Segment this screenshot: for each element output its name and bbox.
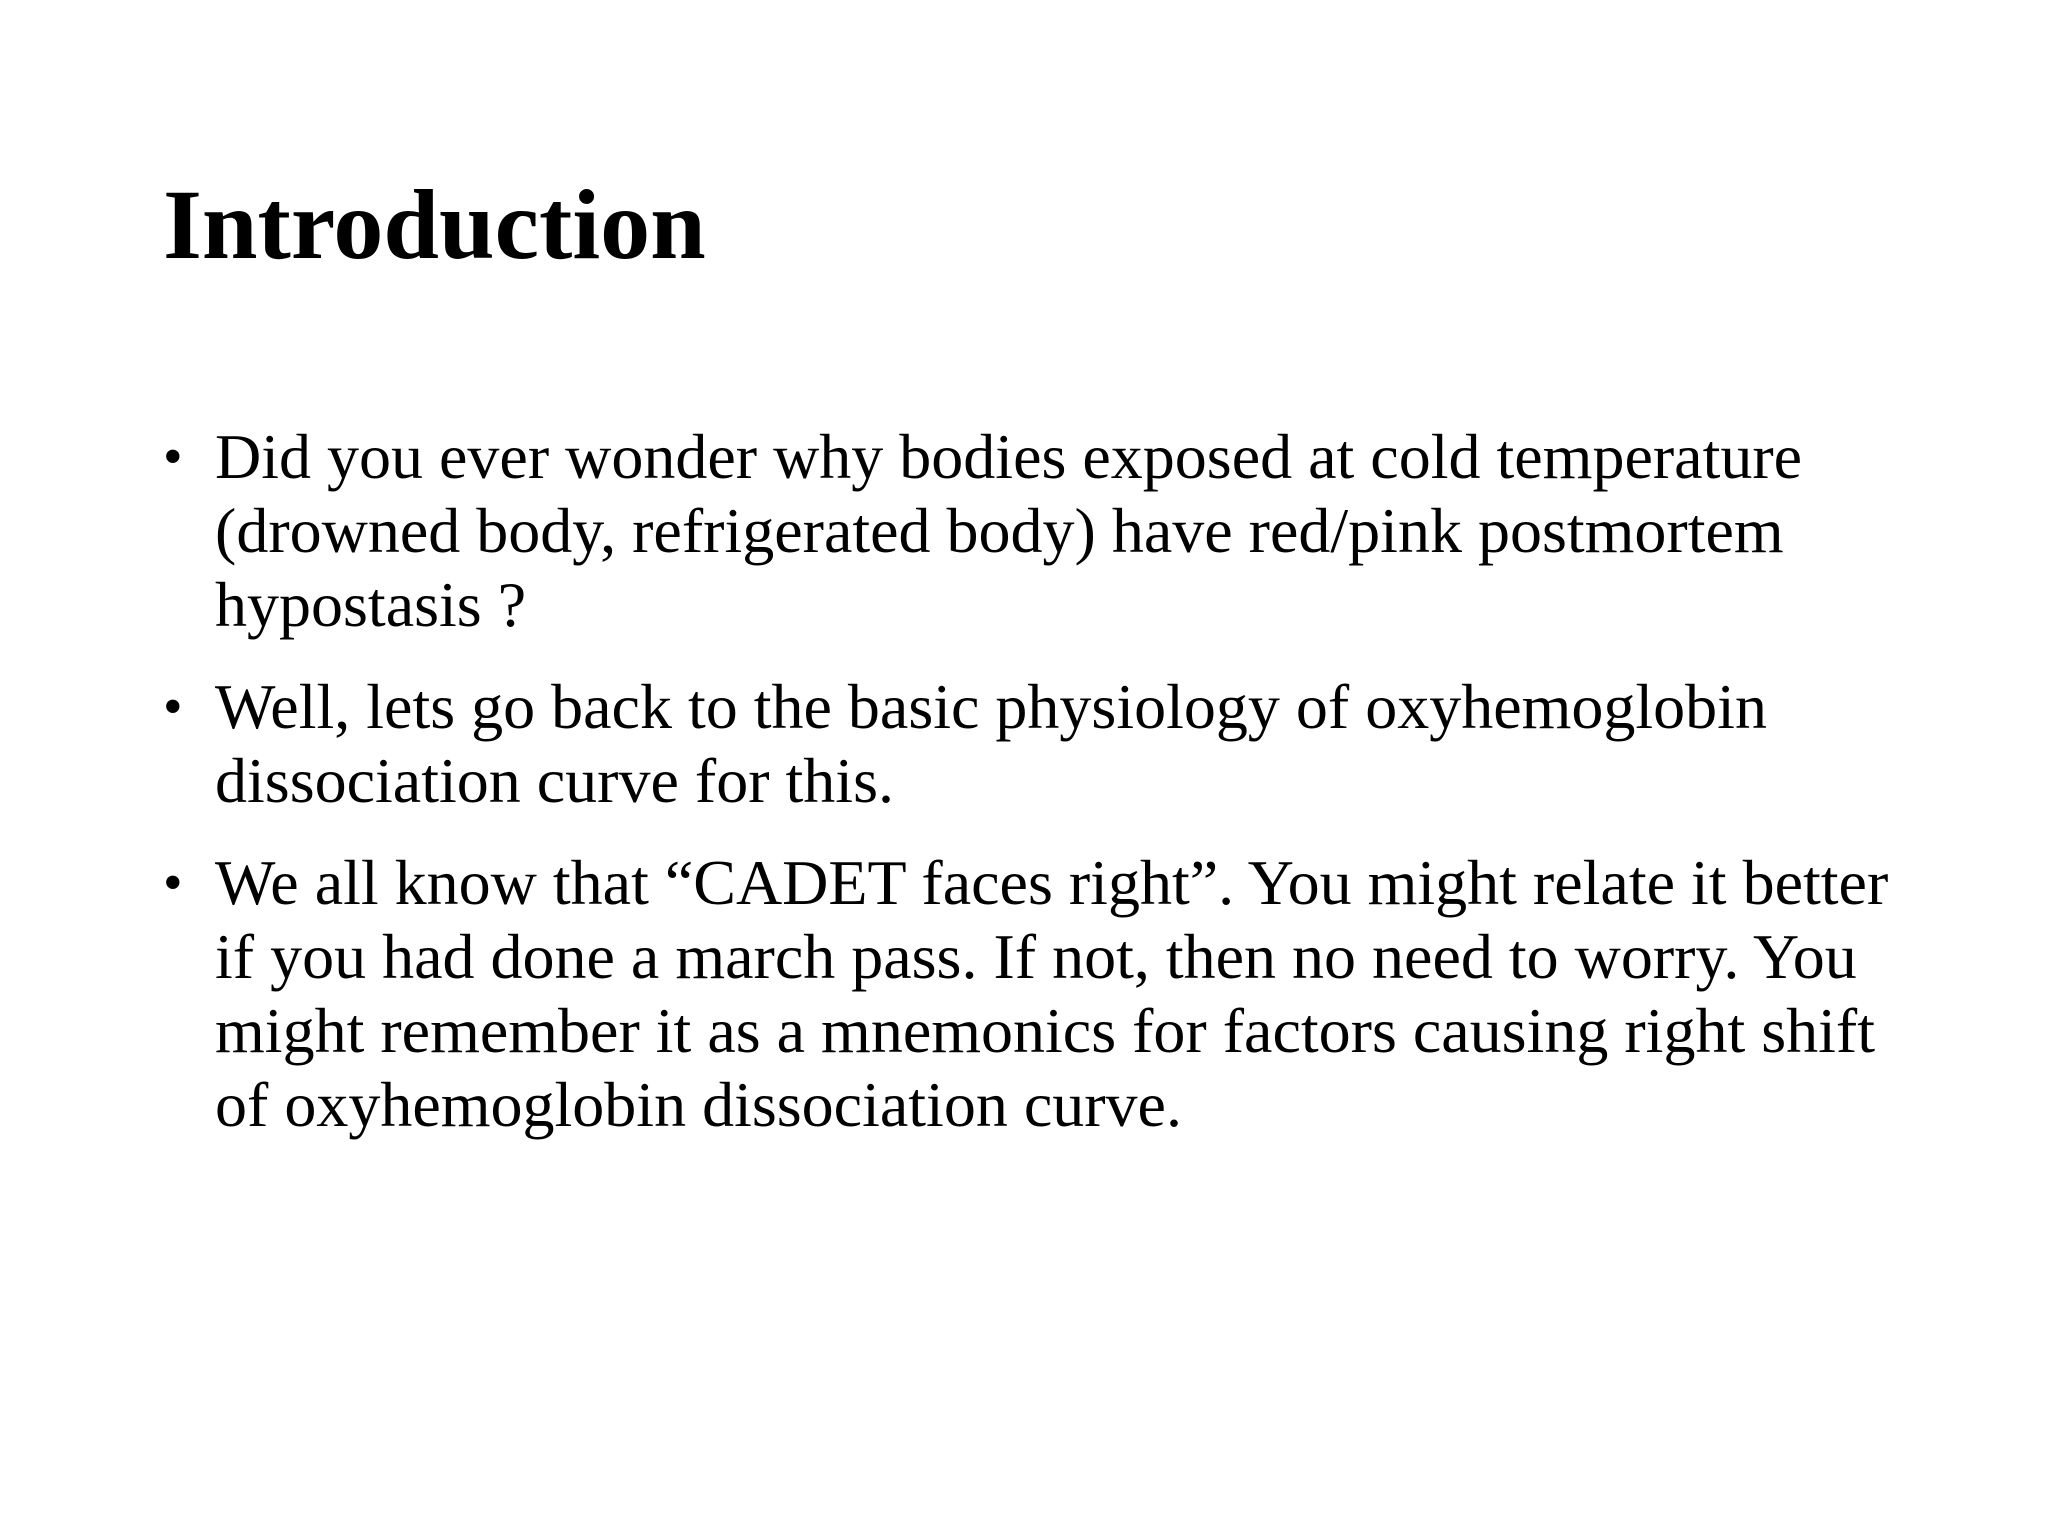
slide-title: Introduction — [163, 169, 706, 280]
bullet-item: • Well, lets go back to the basic physiology of oxyhemoglobin dissociation curve for this. — [163, 670, 1923, 818]
bullet-item: • We all know that “CADET faces right”. You might relate it better if you had done a march pass. If not, then no need to worry. You might remember it as a mnemonics for factors causing right shift of oxyhemoglobin dissociation curve. — [163, 846, 1923, 1142]
bullet-list — [163, 420, 1923, 1170]
bullet-item: • Did you ever wonder why bodies exposed at cold temperature (drowned body, refrigerated body) have red/pink postmortem hypostasis ? — [163, 420, 1923, 642]
